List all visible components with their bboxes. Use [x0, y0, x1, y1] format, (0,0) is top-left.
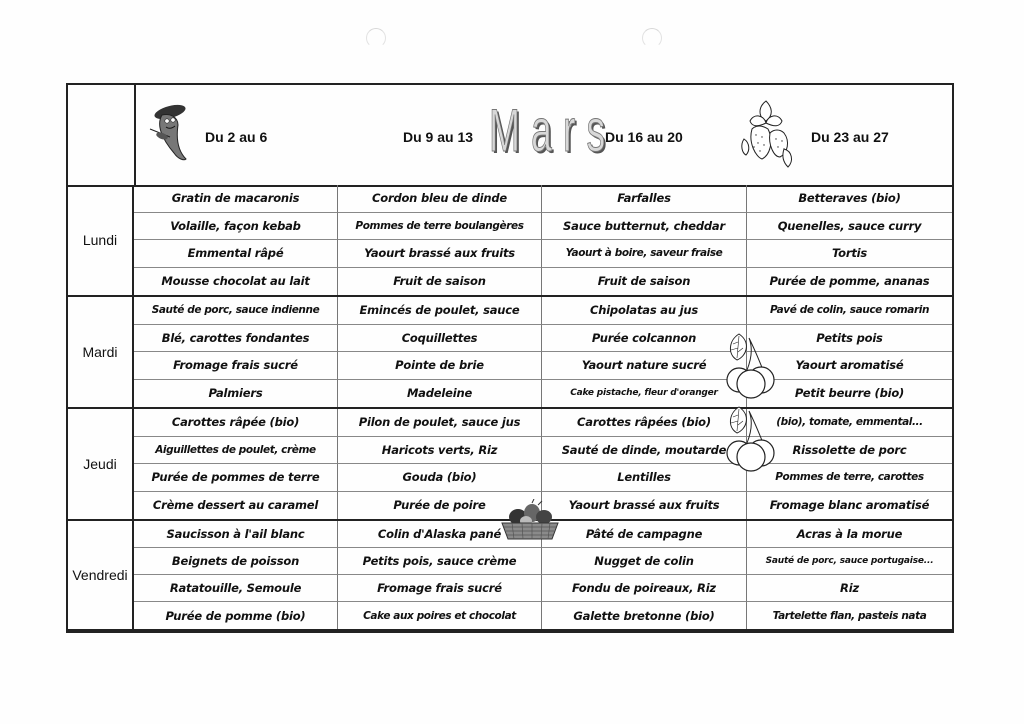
- menu-cell: Pommes de terre boulangères: [338, 213, 542, 241]
- menu-cell: Pilon de poulet, sauce jus: [338, 409, 542, 437]
- menu-cell: Haricots verts, Riz: [338, 437, 542, 465]
- menu-cell: Blé, carottes fondantes: [134, 325, 338, 353]
- menu-cell: Rissolette de porc: [747, 437, 952, 465]
- menu-cell: Carottes râpée (bio): [134, 409, 338, 437]
- menu-cell: Tartelette flan, pasteis nata: [772, 609, 927, 622]
- menu-cell: Gratin de macaronis: [134, 185, 338, 213]
- day-grid: [134, 297, 952, 407]
- menu-cell: Pavé de colin, sauce romarin: [747, 297, 952, 325]
- cherries-icon: [725, 403, 781, 473]
- day-label: Vendredi: [68, 521, 134, 629]
- menu-cell: Nugget de colin: [542, 548, 747, 575]
- menu-cell: (bio), tomate, emmental...: [747, 409, 952, 437]
- cherries-icon: [725, 330, 781, 400]
- menu-cell: Farfalles: [542, 185, 747, 213]
- menu-cell: Yaourt à boire, saveur fraise: [542, 240, 747, 268]
- menu-table: [66, 83, 954, 633]
- menu-cell: Yaourt brassé aux fruits: [338, 240, 542, 268]
- menu-cell: Acras à la morue: [747, 521, 952, 548]
- menu-cell: Fromage frais sucré: [134, 352, 338, 380]
- menu-cell: Crème dessert au caramel: [134, 492, 338, 520]
- food-basket-icon: [498, 499, 562, 541]
- menu-cell: Cake pistache, fleur d'oranger: [542, 380, 747, 408]
- menu-cell: Chipolatas au jus: [542, 297, 747, 325]
- menu-cell: Yaourt nature sucré: [542, 352, 747, 380]
- menu-cell: Sauce butternut, cheddar: [542, 213, 747, 241]
- menu-cell: Cake aux poires et chocolat: [338, 602, 542, 629]
- menu-cell: Betteraves (bio): [747, 185, 952, 213]
- day-block-lundi: [68, 185, 952, 297]
- week-label-4: Du 23 au 27: [811, 129, 889, 145]
- menu-cell: Palmiers: [134, 380, 338, 408]
- menu-cell: Saucisson à l'ail blanc: [134, 521, 338, 548]
- menu-cell: Ratatouille, Semoule: [134, 575, 338, 602]
- week-label-2: Du 9 au 13: [403, 129, 474, 145]
- menu-cell: Purée de poire: [338, 492, 542, 520]
- menu-cell: Riz: [747, 575, 952, 602]
- menu-cell: Yaourt aromatisé: [747, 352, 952, 380]
- menu-cell: Fruit de saison: [338, 268, 542, 296]
- chili-pepper-musician-icon: [148, 103, 192, 163]
- week-label-3: Du 16 au 20: [605, 129, 683, 145]
- menu-cell: Cordon bleu de dinde: [338, 185, 542, 213]
- day-label: Lundi: [68, 185, 134, 295]
- menu-cell: Fruit de saison: [542, 268, 747, 296]
- menu-cell: Petits pois, sauce crème: [338, 548, 542, 575]
- month-title: Mars: [489, 97, 617, 164]
- menu-cell: Lentilles: [542, 464, 747, 492]
- menu-cell: Carottes râpées (bio): [542, 409, 747, 437]
- week-label-1: Du 2 au 6: [205, 129, 268, 145]
- day-grid: [134, 185, 952, 295]
- menu-cell: Quenelles, sauce curry: [747, 213, 952, 241]
- menu-cell: Sauté de dinde, moutarde: [542, 437, 747, 465]
- menu-cell: Purée colcannon: [542, 325, 747, 353]
- menu-cell: Sauté de porc, sauce indienne: [134, 297, 338, 325]
- menu-cell: Petits pois: [747, 325, 952, 353]
- menu-cell: Purée de pommes de terre: [134, 464, 338, 492]
- menu-cell: Beignets de poisson: [134, 548, 338, 575]
- menu-cell: Emmental râpé: [134, 240, 338, 268]
- punch-hole: [642, 28, 662, 48]
- day-block-mardi: [68, 297, 952, 409]
- menu-cell: Fromage blanc aromatisé: [769, 498, 930, 513]
- menu-cell: Pointe de brie: [338, 352, 542, 380]
- menu-cell: Yaourt brassé aux fruits: [542, 492, 747, 520]
- menu-cell: Volaille, façon kebab: [134, 213, 338, 241]
- strawberries-icon: [736, 99, 798, 171]
- menu-cell: Madeleine: [338, 380, 542, 408]
- menu-cell: Mousse chocolat au lait: [134, 268, 338, 296]
- menu-cell: Galette bretonne (bio): [542, 602, 747, 629]
- menu-cell: Gouda (bio): [338, 464, 542, 492]
- menu-cell: Purée de pomme (bio): [134, 602, 338, 629]
- menu-cell: Coquillettes: [338, 325, 542, 353]
- day-label: Mardi: [68, 297, 134, 407]
- menu-cell: Aiguillettes de poulet, crème: [134, 437, 338, 465]
- menu-cell: Purée de pomme, ananas: [769, 274, 930, 289]
- menu-cell: Emincés de poulet, sauce: [338, 297, 542, 325]
- header-row: [68, 85, 952, 187]
- day-label: Jeudi: [68, 409, 134, 519]
- menu-cell: Tortis: [747, 240, 952, 268]
- corner-cell: [68, 85, 136, 185]
- menu-cell: Fromage frais sucré: [338, 575, 542, 602]
- menu-cell: Petit beurre (bio): [794, 386, 905, 401]
- menu-cell: Pâté de campagne: [542, 521, 747, 548]
- menu-cell: Sauté de porc, sauce portugaise...: [747, 548, 952, 575]
- menu-cell: Fondu de poireaux, Riz: [542, 575, 747, 602]
- menu-cell: Colin d'Alaska pané: [338, 521, 542, 548]
- menu-cell: Pommes de terre, carottes: [747, 464, 952, 492]
- punch-hole: [366, 28, 386, 48]
